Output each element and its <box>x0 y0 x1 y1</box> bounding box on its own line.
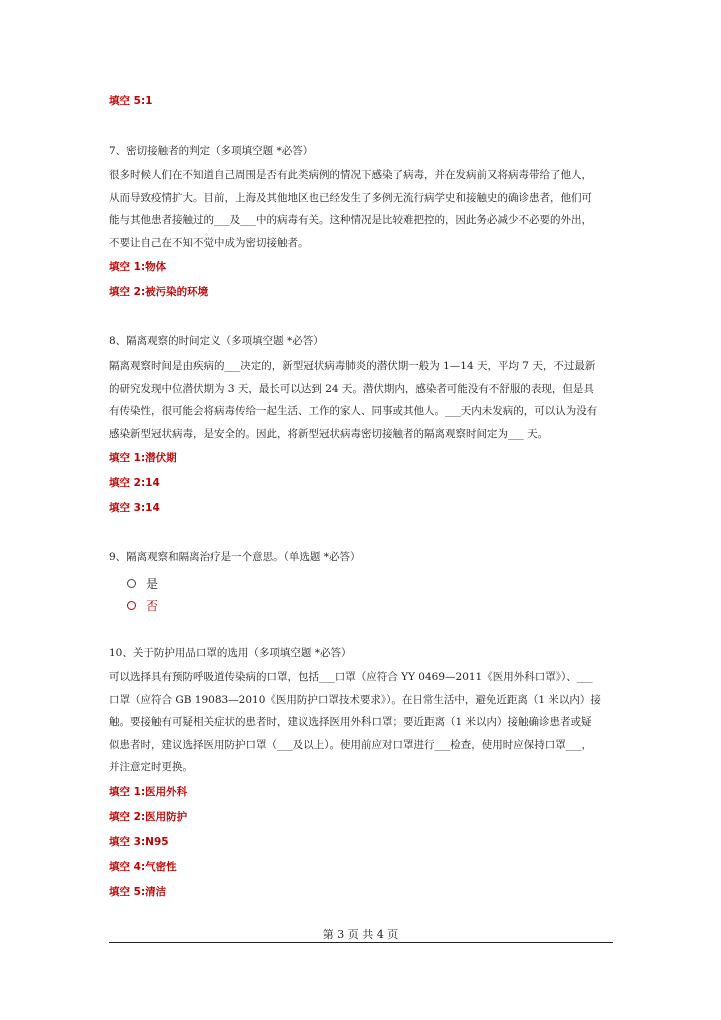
q8-line: 的研究发现中位潜伏期为 3 天，最长可以达到 24 天。潜伏期内，感染者可能没有不舒服的表现，但是具 <box>109 382 594 395</box>
q7-answer-1: 填空 1:物体 <box>109 261 167 273</box>
radio-button-icon[interactable] <box>127 579 136 588</box>
q10-body <box>109 666 613 779</box>
q10-line: 似患者时，建议选择医用防护口罩（___及以上）。使用前应对口罩进行___检查，使用时应保持口罩___， <box>109 738 592 751</box>
page-number-footer: 第 3 页 共 4 页 <box>322 928 399 941</box>
q9-option-no[interactable] <box>127 597 158 614</box>
q8-line: 感染新型冠状病毒，是安全的。因此，将新型冠状病毒密切接触者的隔离观察时间定为___ 天。 <box>109 427 549 440</box>
q8-body <box>109 355 613 445</box>
q7-line: 很多时候人们在不知道自己周围是否有此类病例的情况下感染了病毒，并在发病前又将病毒带给了他人， <box>109 169 592 181</box>
q6-answer-5: 填空 5:1 <box>109 95 153 107</box>
q9-option-label: 否 <box>146 599 159 613</box>
footer-divider <box>109 942 613 943</box>
q8-line: 有传染性，很可能会将病毒传给一起生活、工作的家人、同事或其他人。___天内未发病的，可以认为没有 <box>109 405 598 417</box>
q7-answer-2: 填空 2:被污染的环境 <box>109 286 209 298</box>
q8-answer-3: 填空 3:14 <box>109 502 160 514</box>
q10-line: 口罩（应符合 GB 19083—2010《医用防护口罩技术要求》）。在日常生活中，避免近距离（1 米以内）接 <box>109 693 601 706</box>
q10-answer-4: 填空 4:气密性 <box>109 861 177 873</box>
q10-answer-2: 填空 2:医用防护 <box>109 811 188 823</box>
q8-answer-1: 填空 1:潜伏期 <box>109 452 177 464</box>
q7-line: 不要让自己在不知不觉中成为密切接触者。 <box>109 236 309 249</box>
q7-title: 7、密切接触者的判定（多项填空题 *必答） <box>109 145 314 157</box>
q8-title: 8、隔离观察的时间定义（多项填空题 *必答） <box>109 335 324 347</box>
q10-line: 触。要接触有可疑相关症状的患者时，建议选择医用外科口罩；要近距离（1 米以内）接触确诊患者或疑 <box>109 716 592 728</box>
q10-answer-5: 填空 5:清洁 <box>109 886 167 898</box>
q10-answer-3: 填空 3:N95 <box>109 836 169 848</box>
q7-line: 从而导致疫情扩大。目前，上海及其他地区也已经发生了多例无流行病学史和接触史的确诊患者，他们可 <box>109 191 592 204</box>
q10-title: 10、关于防护用品口罩的选用（多项填空题 *必答） <box>109 647 352 659</box>
radio-button-icon[interactable] <box>127 601 136 610</box>
q10-line: 并注意定时更换。 <box>109 761 193 773</box>
q9-option-yes[interactable] <box>127 575 158 592</box>
q8-line: 隔离观察时间是由疾病的___决定的，新型冠状病毒肺炎的潜伏期一般为 1—14 天，平均 7 天，不过最新 <box>109 360 596 372</box>
q7-body <box>109 164 613 254</box>
q9-title: 9、隔离观察和隔离治疗是一个意思。（单选题 *必答） <box>109 551 361 563</box>
q10-line: 可以选择具有预防呼吸道传染病的口罩，包括___口罩（应符合 YY 0469—2011《医用外科口罩》）、___ <box>109 671 593 683</box>
q8-answer-2: 填空 2:14 <box>109 477 160 489</box>
q10-answer-1: 填空 1:医用外科 <box>109 786 188 798</box>
q9-option-label: 是 <box>146 577 159 591</box>
q7-line: 能与其他患者接触过的___及___中的病毒有关。这种情况是比较难把控的，因此务必减少不必要的外出， <box>109 214 592 226</box>
